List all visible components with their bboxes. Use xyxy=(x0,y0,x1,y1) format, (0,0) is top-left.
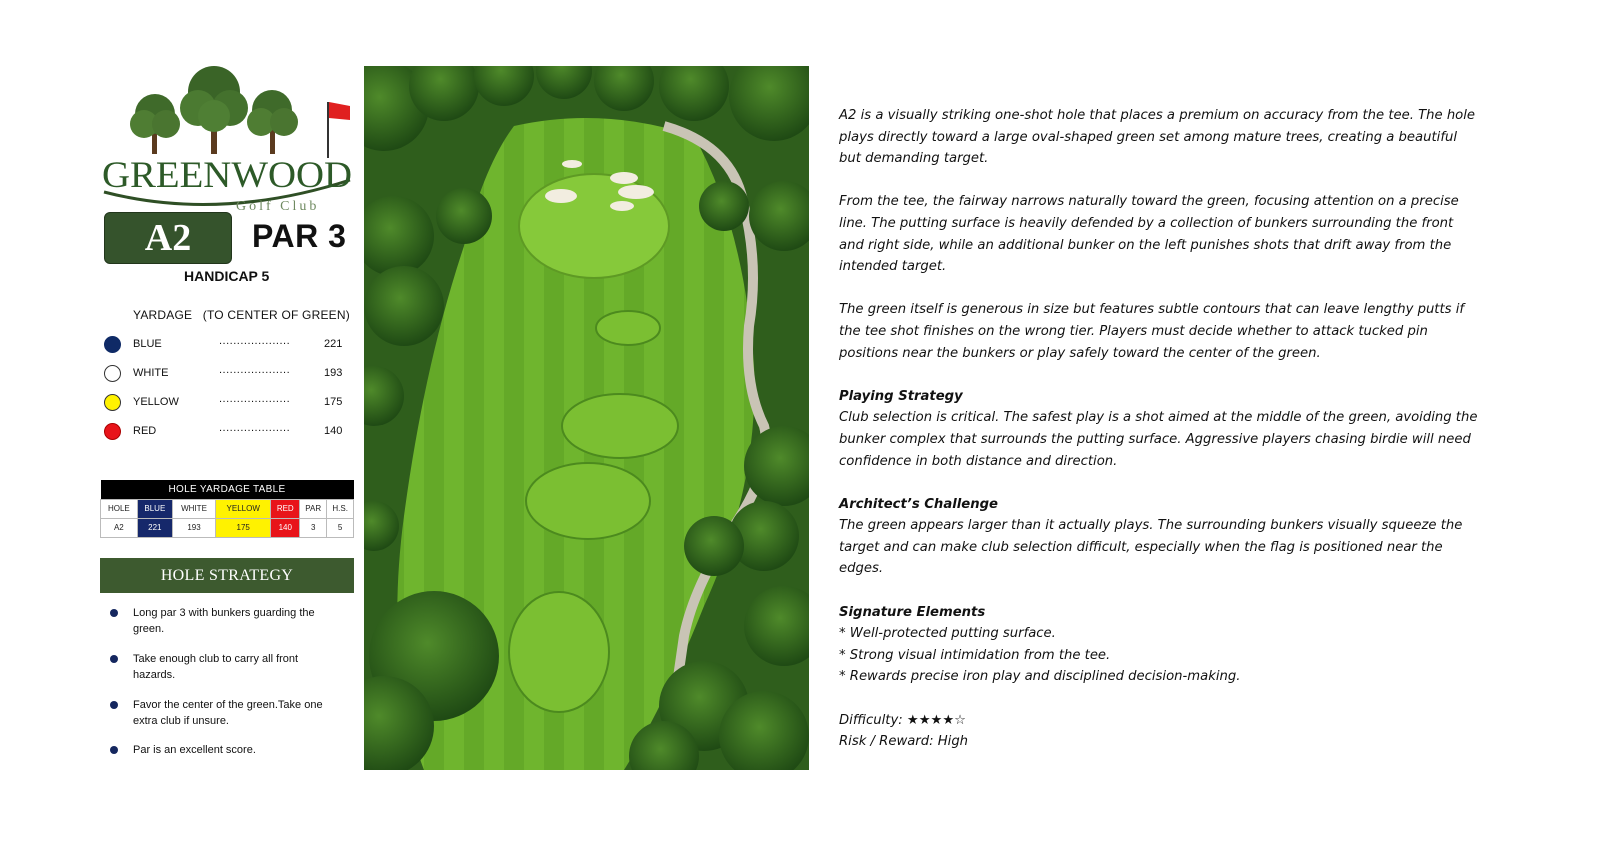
handicap-label: HANDICAP 5 xyxy=(184,268,270,284)
tree-icon xyxy=(247,90,298,154)
tee-name: WHITE xyxy=(133,367,169,379)
leader-dots: .................... xyxy=(219,422,291,434)
table-cell: 175 xyxy=(216,518,271,537)
table-header: YELLOW xyxy=(216,499,271,518)
tee-row-blue xyxy=(104,335,354,353)
table-cell: 3 xyxy=(300,518,327,537)
signature-item: * Strong visual intimidation from the tee. xyxy=(839,647,1111,663)
playing-strategy-heading: Playing Strategy xyxy=(839,388,963,404)
logo-subtitle: Golf Club xyxy=(236,199,320,214)
tee-yardage: 175 xyxy=(324,396,343,408)
leader-dots: .................... xyxy=(219,335,291,347)
bullet-icon xyxy=(110,609,118,617)
tree-icon xyxy=(180,66,248,154)
hole-strategy-banner xyxy=(100,558,354,593)
strategy-bullet xyxy=(110,742,340,758)
table-header: PAR xyxy=(300,499,327,518)
description-paragraph: A2 is a visually striking one-shot hole that places a premium on accuracy from the tee. The hole plays directly toward a large oval-shaped green set among mature trees, creating a beautiful but demanding target. xyxy=(839,108,1476,167)
difficulty-rating: Difficulty: ★★★★☆ xyxy=(839,712,966,728)
bullet-icon xyxy=(110,746,118,754)
table-cell: 193 xyxy=(172,518,215,537)
bullet-icon xyxy=(110,655,118,663)
tee-row-red xyxy=(104,422,354,440)
tee-yardage: 221 xyxy=(324,338,343,350)
tee-row-white xyxy=(104,364,354,382)
logo-name: GREENWOOD xyxy=(102,155,352,196)
table-header-row xyxy=(101,499,354,518)
bullet-text-line: Favor the center of the green.Take one xyxy=(133,699,323,711)
bullet-text-line: Par is an excellent score. xyxy=(133,744,256,756)
risk-reward: Risk / Reward: High xyxy=(839,734,969,750)
yardage-title: YARDAGE (TO CENTER OF GREEN) xyxy=(133,308,350,322)
leader-dots: .................... xyxy=(219,364,291,376)
hole-strategy-title: HOLE STRATEGY xyxy=(160,566,294,584)
tee-name: RED xyxy=(133,425,157,437)
flag-icon xyxy=(328,102,350,158)
hole-number: A2 xyxy=(144,217,192,259)
strategy-bullet xyxy=(110,697,340,729)
hole-description xyxy=(839,105,1479,753)
tee-yardage: 140 xyxy=(324,425,343,437)
description-paragraph: The green itself is generous in size but features subtle contours that can leave lengthy putts if the tee shot finishes on the wrong tier. Players must decide whether to attack tucked pin positions near the bunkers or play safely toward the center of the green. xyxy=(839,302,1465,361)
bullet-text-line: hazards. xyxy=(133,669,176,681)
table-cell: 140 xyxy=(271,518,300,537)
bullet-text-line: extra club if unsure. xyxy=(133,715,229,727)
bullet-icon xyxy=(110,701,118,709)
greenwood-logo xyxy=(100,62,358,214)
description-paragraph: From the tee, the fairway narrows naturally toward the green, focusing attention on a precise line. The putting surface is heavily defended by a collection of bunkers surrounding the front and right side, while an additional bunker on the left punishes shots that drift away from the intended target. xyxy=(839,194,1459,275)
tree-icon xyxy=(130,94,180,154)
tee-name: BLUE xyxy=(133,338,162,350)
architect-challenge-text: The green appears larger than it actually plays. The surrounding bunkers visually squeeze the target and can make club selection difficult, especially when the flag is positioned near the edges. xyxy=(839,518,1463,577)
playing-strategy-text: Club selection is critical. The safest play is a shot aimed at the middle of the green, avoiding the bunker complex that surrounds the putting surface. Aggressive players chasing birdie will need confidence in both distance and direction. xyxy=(839,410,1478,469)
hole-number-badge xyxy=(104,212,232,264)
tee-row-yellow xyxy=(104,393,354,411)
table-cell: A2 xyxy=(101,518,138,537)
leader-dots: .................... xyxy=(219,393,291,405)
table-header: BLUE xyxy=(137,499,172,518)
white-tee-icon xyxy=(104,365,121,382)
table-title: HOLE YARDAGE TABLE xyxy=(101,480,354,499)
table-header: HOLE xyxy=(101,499,138,518)
table-header: H.S. xyxy=(327,499,354,518)
signature-elements-heading: Signature Elements xyxy=(839,604,986,620)
bullet-text-line: Take enough club to carry all front xyxy=(133,653,299,665)
architect-challenge-heading: Architect’s Challenge xyxy=(839,496,998,512)
bullet-text-line: green. xyxy=(133,623,165,635)
tee-yardage: 193 xyxy=(324,367,343,379)
table-header: RED xyxy=(271,499,300,518)
strategy-bullet xyxy=(110,605,340,637)
red-tee-icon xyxy=(104,423,121,440)
table-header: WHITE xyxy=(172,499,215,518)
blue-tee-icon xyxy=(104,336,121,353)
signature-item: * Rewards precise iron play and disciplined decision-making. xyxy=(839,669,1241,685)
bullet-text-line: Long par 3 with bunkers guarding the xyxy=(133,607,315,619)
table-cell: 221 xyxy=(137,518,172,537)
par-label: PAR 3 xyxy=(252,218,347,254)
signature-item: * Well-protected putting surface. xyxy=(839,626,1056,642)
hole-aerial-photo xyxy=(364,66,809,770)
table-row xyxy=(101,518,354,537)
yellow-tee-icon xyxy=(104,394,121,411)
table-cell: 5 xyxy=(327,518,354,537)
hole-yardage-table xyxy=(100,480,354,538)
strategy-bullet xyxy=(110,651,340,683)
tee-name: YELLOW xyxy=(133,396,179,408)
